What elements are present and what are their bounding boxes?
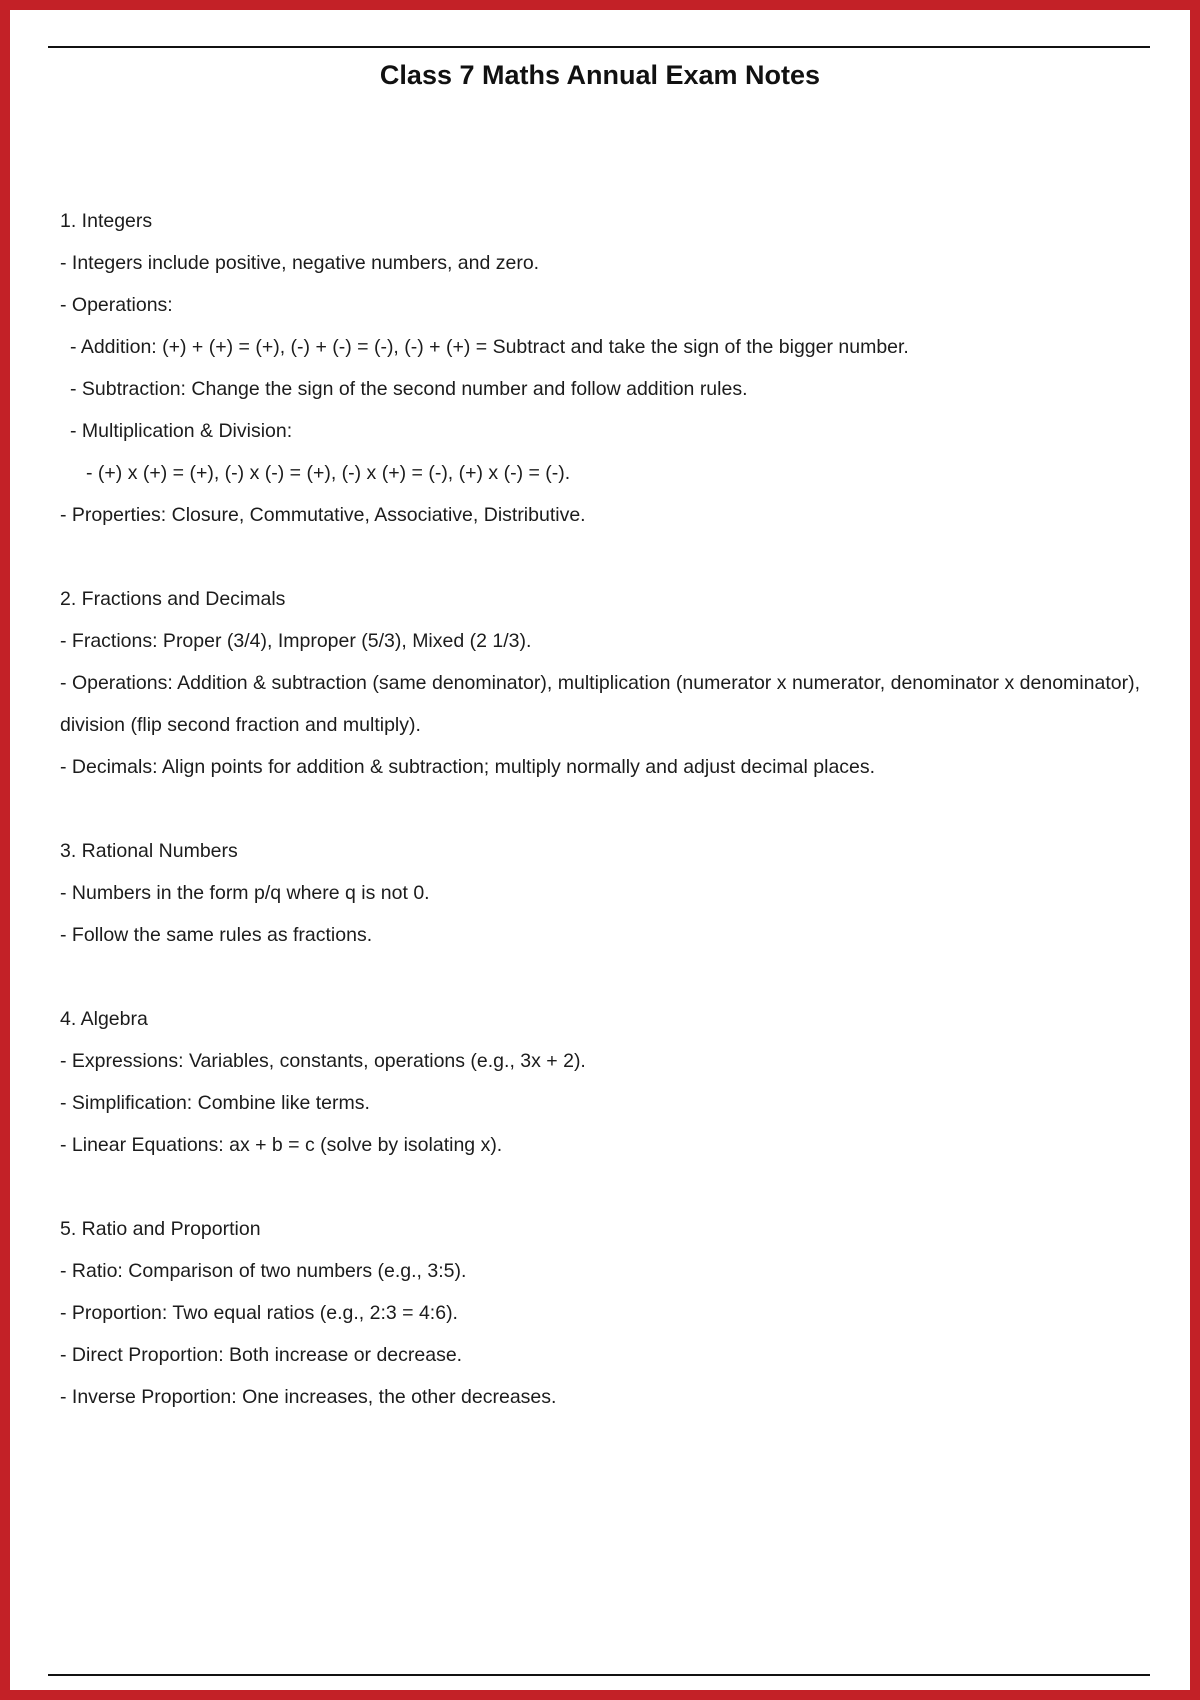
bottom-rule bbox=[48, 1674, 1150, 1676]
note-line: - Properties: Closure, Commutative, Associative, Distributive. bbox=[60, 504, 586, 526]
note-line: - Ratio: Comparison of two numbers (e.g., 3:5). bbox=[60, 1260, 467, 1282]
note-line: - Fractions: Proper (3/4), Improper (5/3), Mixed (2 1/3). bbox=[60, 630, 532, 652]
note-line: - Operations: Addition & subtraction (same denominator), multiplication (numerator x numerator, denominator x denominator), division (flip second fraction and multiply). bbox=[60, 672, 1140, 736]
section-heading: 1. Integers bbox=[60, 210, 153, 232]
note-line: - (+) x (+) = (+), (-) x (-) = (+), (-) x (+) = (-), (+) x (-) = (-). bbox=[86, 462, 571, 484]
note-line: - Numbers in the form p/q where q is not 0. bbox=[60, 882, 430, 904]
note-line: - Operations: bbox=[60, 294, 173, 316]
note-line: - Linear Equations: ax + b = c (solve by isolating x). bbox=[60, 1134, 503, 1156]
notes-content bbox=[60, 200, 1140, 1418]
note-line: - Decimals: Align points for addition & subtraction; multiply normally and adjust decimal places. bbox=[60, 756, 876, 778]
note-line: - Proportion: Two equal ratios (e.g., 2:3 = 4:6). bbox=[60, 1302, 458, 1324]
note-line: - Subtraction: Change the sign of the second number and follow addition rules. bbox=[70, 378, 748, 400]
note-line: - Multiplication & Division: bbox=[70, 420, 293, 442]
note-line: - Direct Proportion: Both increase or decrease. bbox=[60, 1344, 463, 1366]
note-line: - Follow the same rules as fractions. bbox=[60, 924, 373, 946]
section-heading: 2. Fractions and Decimals bbox=[60, 588, 286, 610]
note-line: - Addition: (+) + (+) = (+), (-) + (-) = (-), (-) + (+) = Subtract and take the sign of the bigger number. bbox=[70, 336, 909, 358]
note-line: - Inverse Proportion: One increases, the other decreases. bbox=[60, 1386, 557, 1408]
section-heading: 4. Algebra bbox=[60, 1008, 148, 1030]
note-line: - Expressions: Variables, constants, operations (e.g., 3x + 2). bbox=[60, 1050, 586, 1072]
section-heading: 5. Ratio and Proportion bbox=[60, 1218, 261, 1240]
section-heading: 3. Rational Numbers bbox=[60, 840, 238, 862]
page-title: Class 7 Maths Annual Exam Notes bbox=[379, 60, 821, 90]
note-line: - Integers include positive, negative numbers, and zero. bbox=[60, 252, 540, 274]
note-line: - Simplification: Combine like terms. bbox=[60, 1092, 370, 1114]
top-rule bbox=[48, 46, 1150, 48]
